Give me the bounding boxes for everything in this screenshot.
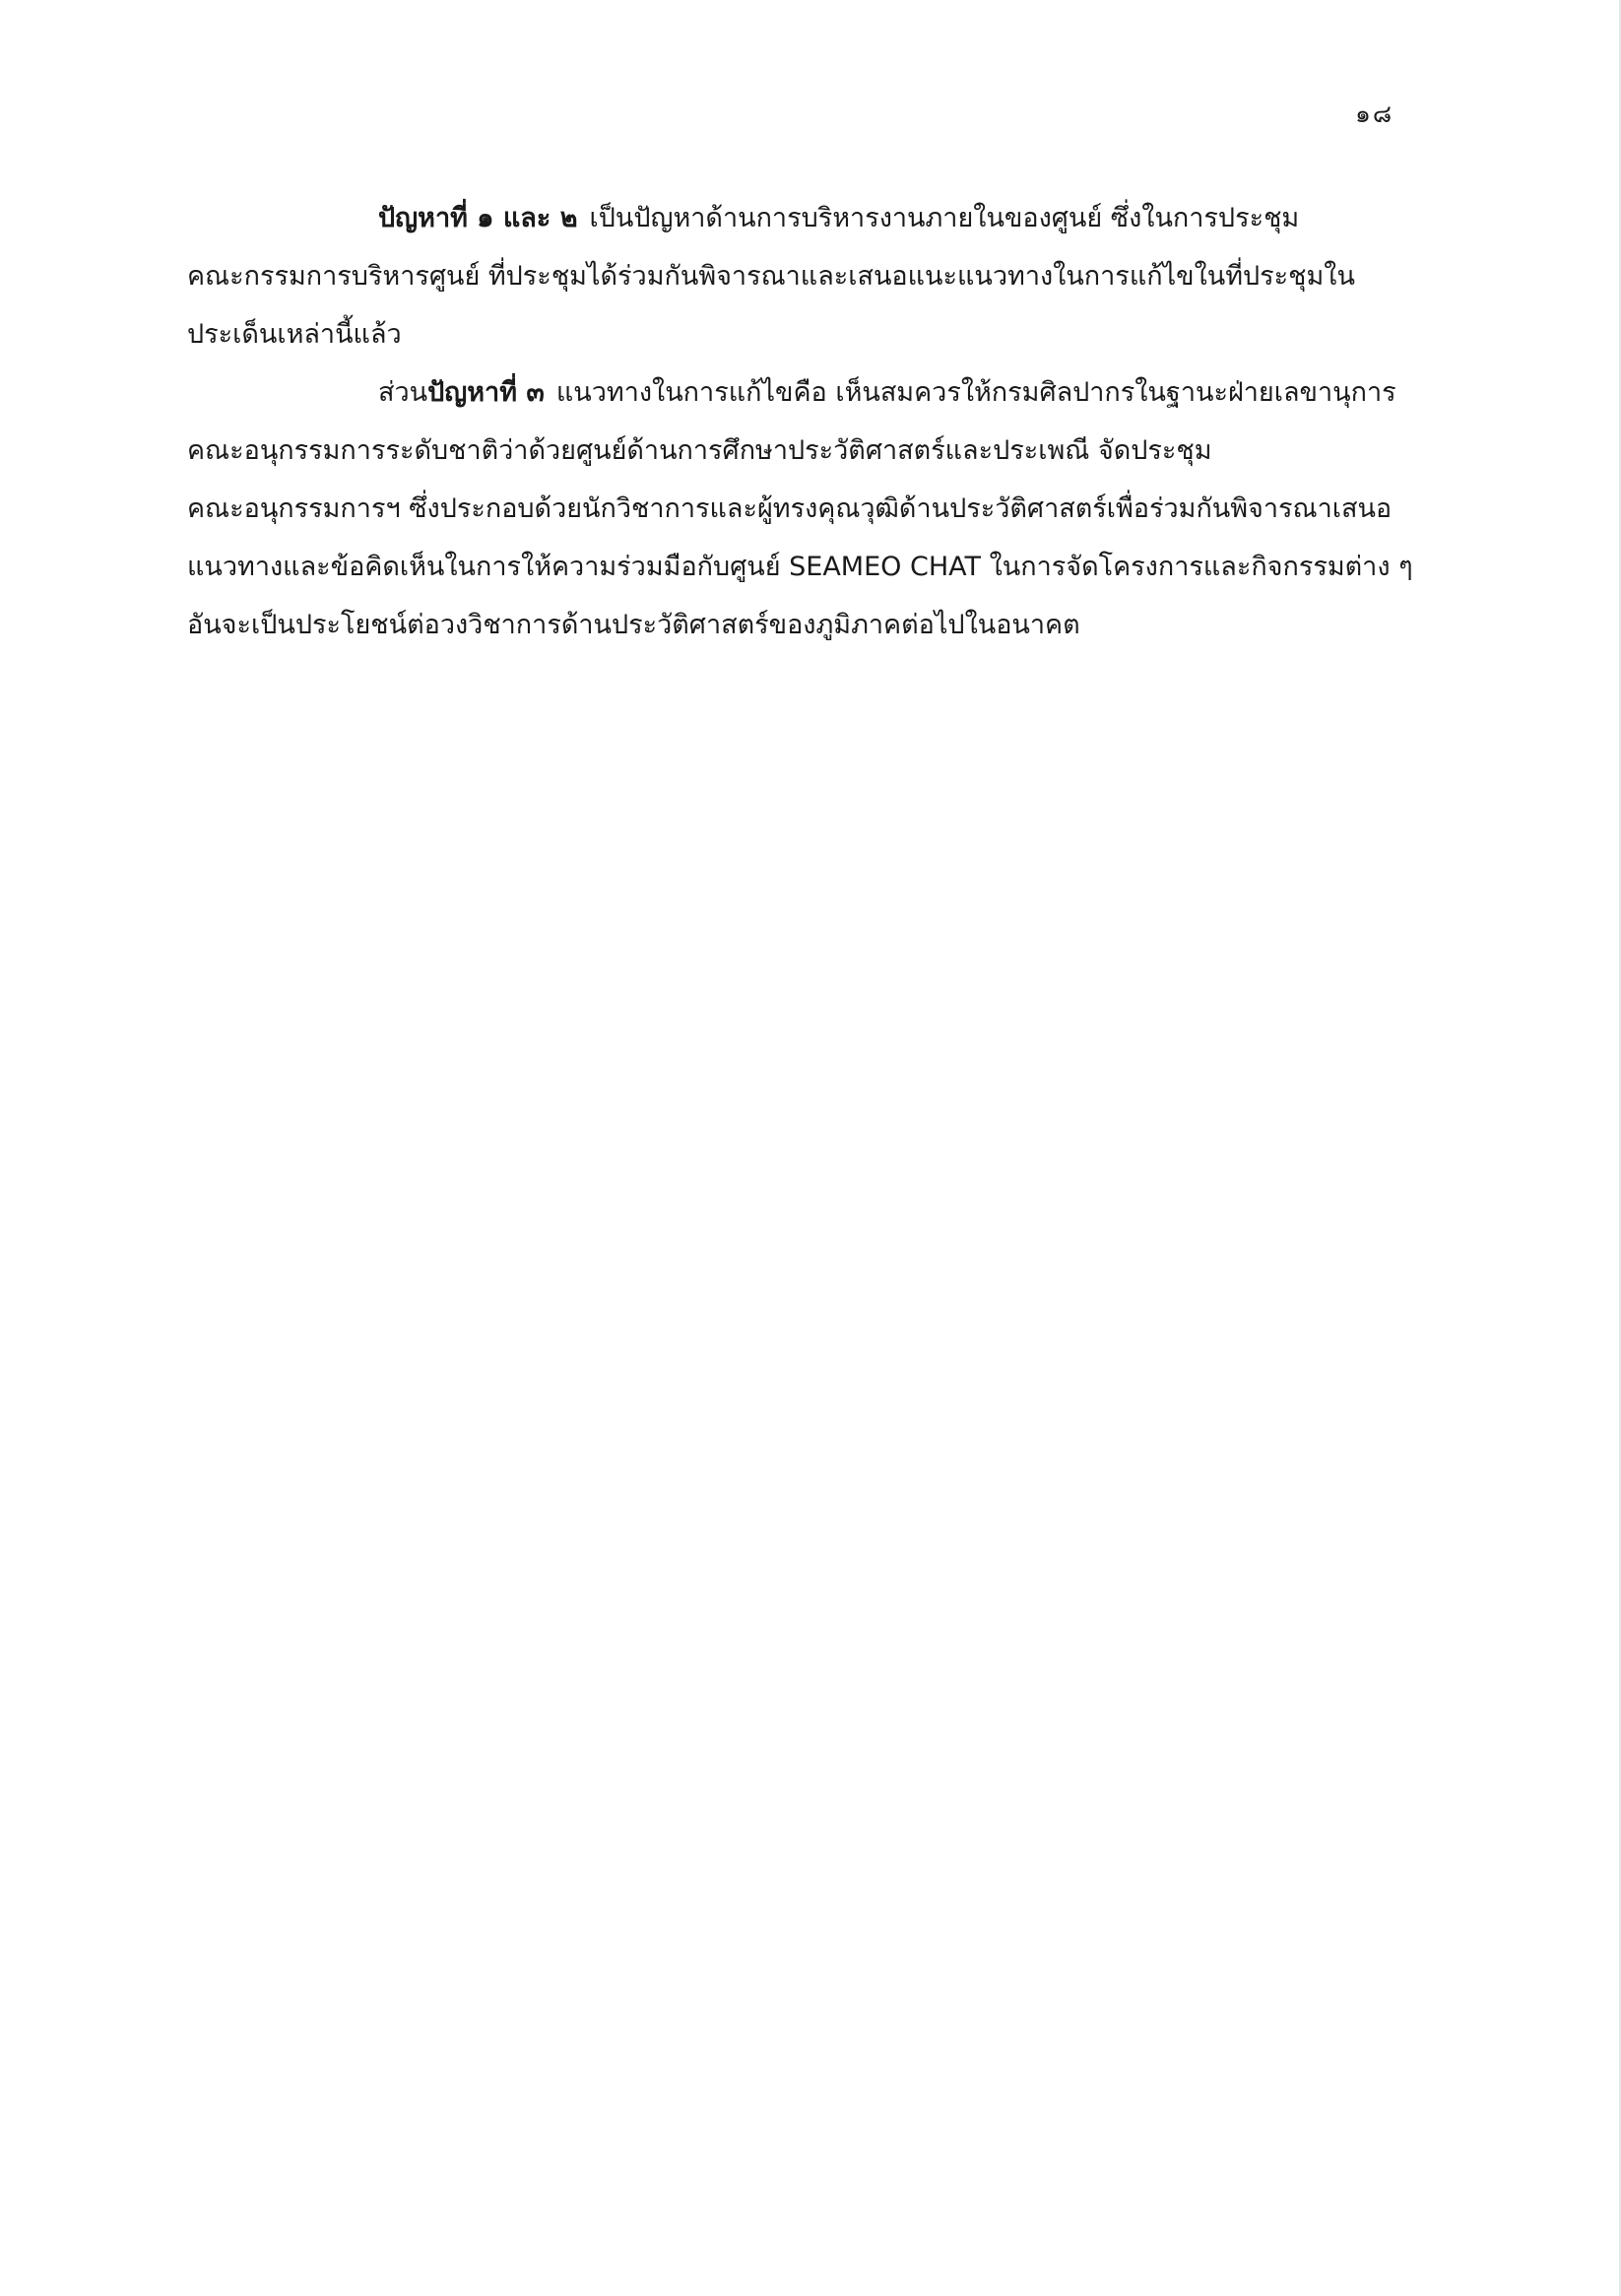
paragraph2-line5: อันจะเป็นประโยชน์ต่อวงวิชาการด้านประวัติศาสตร์ของภูมิภาคต่อไปในอนาคต	[187, 610, 1080, 640]
body-text	[187, 189, 1418, 654]
paragraph2-line1-text: แนวทางในการแก้ไขคือ เห็นสมควรให้กรมศิลปากรในฐานะฝ่ายเลขานุการ	[555, 377, 1396, 408]
paragraph2-lead: ส่วน	[378, 377, 428, 408]
page-number: ๑๘	[1355, 99, 1394, 128]
paragraph2-line1	[187, 363, 1418, 422]
paragraph2-line3: คณะอนุกรรมการฯ ซึ่งประกอบด้วยนักวิชาการและผู้ทรงคุณวุฒิด้านประวัติศาสตร์เพื่อร่วมกันพิจารณาเสนอ	[187, 493, 1393, 524]
problem-heading-3: ปัญหาที่ ๓	[427, 377, 545, 408]
paragraph2-line4: แนวทางและข้อคิดเห็นในการให้ความร่วมมือกับศูนย์ SEAMEO CHAT ในการจัดโครงการและกิจกรรมต่าง ๆ	[187, 552, 1413, 582]
paragraph1-line3: ประเด็นเหล่านี้แล้ว	[187, 319, 402, 350]
paragraph-problem-3	[187, 363, 1418, 654]
paragraph-problems-1-2	[187, 189, 1418, 363]
paragraph1-line1	[187, 189, 1418, 247]
paragraph1-line1-text: เป็นปัญหาด้านการบริหารงานภายในของศูนย์ ซึ่งในการประชุม	[589, 203, 1300, 233]
paragraph1-line2: คณะกรรมการบริหารศูนย์ ที่ประชุมได้ร่วมกันพิจารณาและเสนอแนะแนวทางในการแก้ไขในที่ประชุมใน	[187, 261, 1355, 292]
problem-heading-1-2: ปัญหาที่ ๑ และ ๒	[378, 203, 578, 233]
paragraph2-line2: คณะอนุกรรมการระดับชาติว่าด้วยศูนย์ด้านการศึกษาประวัติศาสตร์และประเพณี จัดประชุม	[187, 435, 1212, 466]
